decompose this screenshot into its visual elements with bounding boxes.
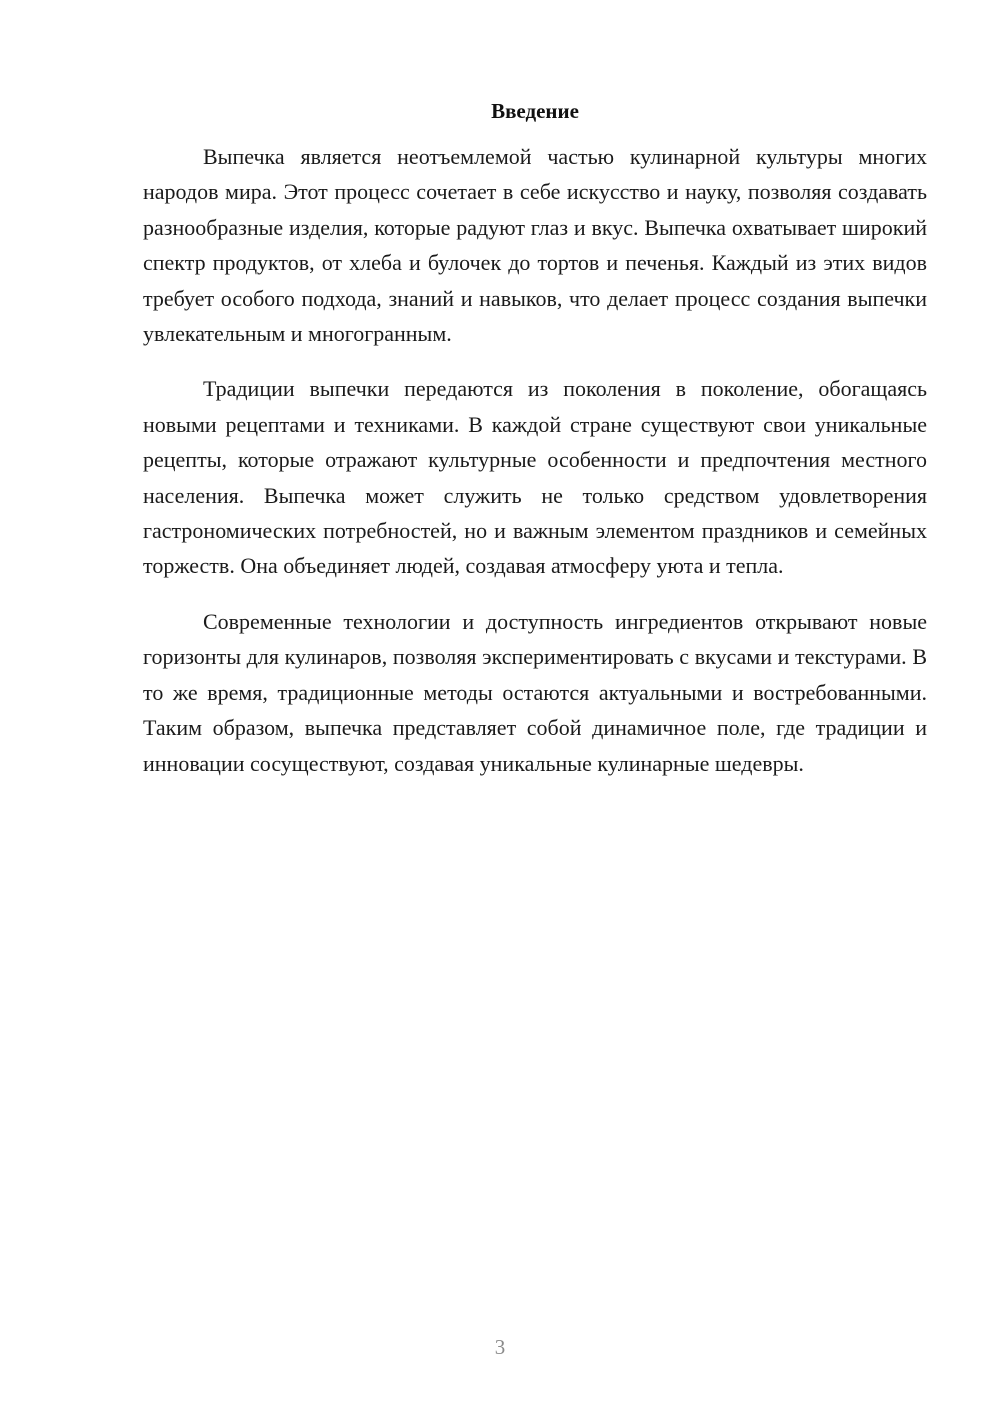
page-content [143, 96, 927, 801]
section-heading: Введение [491, 99, 579, 123]
paragraph-3: Современные технологии и доступность ингредиентов открывают новые горизонты для кулинаров, позволяя экспериментировать с вкусами и текстурами. В то же время, традиционные методы остаются актуальными и востребованными. Таким образом, выпечка представляет собой динамичное поле, где традиции и инновации сосуществуют, создавая уникальные кулинарные шедевры. [143, 608, 927, 776]
page-number: 3 [494, 1335, 506, 1359]
paragraph-1: Выпечка является неотъемлемой частью кулинарной культуры многих народов мира. Этот процесс сочетает в себе искусство и науку, позволяя создавать разнообразные изделия, которые радуют глаз и вкус. Выпечка охватывает широкий спектр продуктов, от хлеба и булочек до тортов и печенья. Каждый из этих видов требует особого подхода, знаний и навыков, что делает процесс создания выпечки увлекательным и многогранным. [143, 144, 927, 347]
paragraph-2: Традиции выпечки передаются из поколения в поколение, обогащаясь новыми рецептами и техниками. В каждой стране существуют свои уникальные рецепты, которые отражают культурные особенности и предпочтения местного населения. Выпечка может служить не только средством удовлетворения гастрономических потребностей, но и важным элементом праздников и семейных торжеств. Она объединяет людей, создавая атмосферу уюта и тепла. [143, 376, 927, 579]
